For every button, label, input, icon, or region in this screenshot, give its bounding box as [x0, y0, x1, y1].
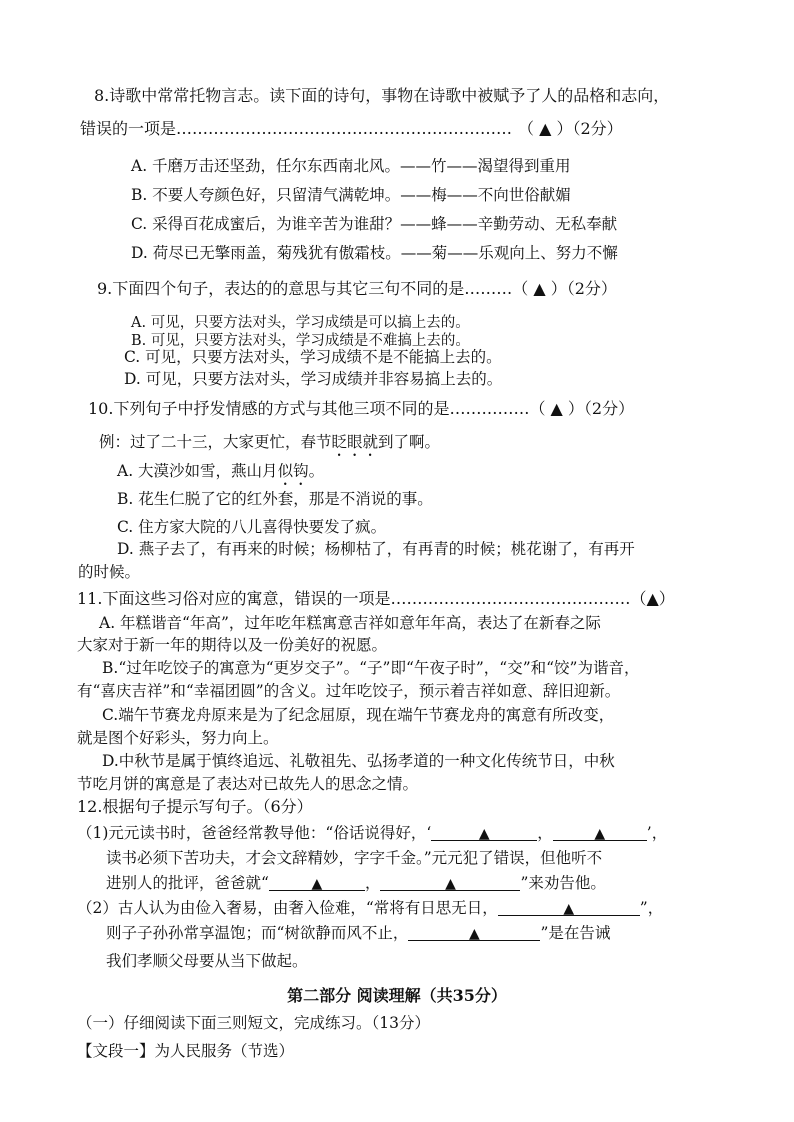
part2-title: 第二部分 阅读理解（共35分） [287, 986, 507, 1005]
q11-option-b-line1: B.“过年吃饺子的寓意为“更岁交子”。“子”即“午夜子时”，“交”和“饺”为谐音， [102, 659, 640, 677]
q12-blank-5[interactable] [498, 897, 640, 916]
q12-part2-line2 [106, 922, 610, 944]
q12-part1-text-c: ’， [646, 824, 668, 842]
q12-part2-text-b: ”， [639, 899, 664, 917]
q10-option-b: B. 花生仁脱了它的红外套，那是不消说的事。 [117, 490, 433, 508]
q10-example-prefix: 例：过了二十三，大家更忙，春节 [99, 433, 332, 451]
q12-part1-text-b: ， [537, 824, 553, 842]
q8-option-c: C. 采得百花成蜜后，为谁辛苦为谁甜？——蜂——辛勤劳动、无私奉献 [131, 215, 618, 233]
q12-part2-text-a: （2）古人认为由俭入奢易，由奢入俭难，“常将有日思无日， [77, 899, 498, 917]
q9-option-a: A. 可见，只要方法对头，学习成绩是可以搞上去的。 [131, 315, 470, 331]
q10-stem: 10.下列句子中抒发情感的方式与其他三项不同的是……………（ ▲ ）（2分） [88, 399, 635, 418]
q12-part1-line2: 读书必须下苦功夫，才会文辞精妙，字字千金。”元元犯了错误，但他听不 [106, 849, 603, 867]
q12-blank-4[interactable] [380, 872, 520, 891]
q12-part1-line3-c: ”来劝告他。 [520, 874, 606, 892]
q10-option-a [117, 460, 324, 489]
q12-stem: 12.根据句子提示写句子。（6分） [77, 797, 313, 816]
q8-stem-text: 错误的一项是……………………………………………………… [80, 119, 513, 138]
q12-part1-line3-a: 进别人的批评，爸爸就“ [106, 874, 269, 892]
q10-option-d-line2: 的时候。 [78, 563, 141, 581]
q12-part1-line3 [106, 872, 606, 894]
q9-option-c: C. 可见，只要方法对头，学习成绩不是不能搞上去的。 [124, 348, 502, 366]
q10-example-dotted: 眨眼就 [331, 433, 379, 451]
part2-subtitle: （一）仔细阅读下面三则短文，完成练习。（13分） [77, 1014, 430, 1032]
q11-option-d-line1: D.中秋节是属于慎终追远、礼敬祖先、弘扬孝道的一种文化传统节日，中秋 [102, 752, 615, 770]
q8-option-d: D. 荷尽已无擎雨盖，菊残犹有傲霜枝。——菊——乐观向上、努力不懈 [131, 244, 618, 262]
q8-stem-line1: 8.诗歌中常常托物言志。读下面的诗句，事物在诗歌中被赋予了人的品格和志向， [94, 86, 670, 105]
q10-option-a-prefix: A. 大漠沙如雪，燕山月 [117, 462, 278, 480]
q11-stem: 11.下面这些习俗对应的寓意，错误的一项是………………………………………（▲） [77, 589, 675, 608]
blank-marker-icon: ▲ [478, 826, 490, 842]
q9-option-d: D. 可见，只要方法对头，学习成绩并非容易搞上去的。 [124, 370, 503, 388]
q12-part1-text-a: （1)元元读书时，爸爸经常教导他：“俗话说得好，‘ [77, 824, 432, 842]
q12-blank-2[interactable] [553, 822, 647, 841]
q10-option-a-suffix: 。 [308, 462, 325, 480]
q12-blank-3[interactable] [269, 872, 365, 891]
q11-option-b-line2: 有“喜庆吉祥”和“幸福团圆”的含义。过年吃饺子，预示着吉祥如意、辞旧迎新。 [77, 682, 621, 700]
q11-option-c-line1: C.端午节赛龙舟原来是为了纪念屈原，现在端午节赛龙舟的寓意有所改变， [102, 706, 615, 724]
q10-example [99, 431, 440, 460]
q11-option-a-line1: A. 年糕谐音“年高”，过年吃年糕寓意吉祥如意年年高，表达了在新春之际 [99, 614, 601, 632]
q11-option-c-line2: 就是图个好彩头，努力向上。 [77, 729, 279, 747]
q10-option-a-dotted: 似钩 [277, 462, 309, 480]
q10-example-suffix: 到了啊。 [378, 433, 441, 451]
q10-option-c: C. 住方家大院的八儿喜得快要发了疯。 [117, 518, 387, 536]
q11-option-a-line2: 大家对于新一年的期待以及一份美好的祝愿。 [77, 636, 388, 654]
blank-marker-icon: ▲ [311, 876, 323, 892]
q12-part2-line2-a: 则子子孙孙常享温饱；而“树欲静而风不止， [106, 924, 409, 942]
q12-part2-line1 [77, 897, 663, 919]
q12-blank-6[interactable] [408, 922, 540, 941]
q9-option-b: B. 可见，只要方法对头，学习成绩是不难搞上去的。 [131, 333, 470, 349]
q8-option-a: A. 千磨万击还坚劲，任尔东西南北风。——竹——渴望得到重用 [131, 157, 571, 175]
q12-part2-line2-b: ”是在告诫 [540, 924, 611, 942]
q12-part1-line3-b: ， [364, 874, 381, 892]
blank-marker-icon: ▲ [445, 876, 456, 892]
q12-part2-line3: 我们孝顺父母要从当下做起。 [106, 952, 308, 970]
q11-option-d-line2: 节吃月饼的寓意是了表达对已故先人的思念之情。 [77, 775, 419, 793]
q12-part1-line1 [77, 822, 667, 844]
blank-marker-icon: ▲ [563, 901, 575, 917]
q8-answer-paren: （ ▲ ）（2分） [518, 119, 623, 138]
q12-blank-1[interactable] [431, 822, 537, 841]
q8-option-b: B. 不要人夸颜色好，只留清气满乾坤。——梅——不向世俗献媚 [131, 186, 571, 204]
q8-stem-line2 [80, 118, 623, 140]
part2-passage-title: 【文段一】为人民服务（节选） [77, 1042, 295, 1060]
q10-option-d-line1: D. 燕子去了，有再来的时候；杨柳枯了，有再青的时候；桃花谢了，有再开 [117, 540, 635, 558]
q9-stem: 9.下面四个句子，表达的的意思与其它三句不同的是………（ ▲ ）（2分） [97, 279, 617, 298]
blank-marker-icon: ▲ [594, 826, 606, 842]
blank-marker-icon: ▲ [469, 926, 480, 942]
